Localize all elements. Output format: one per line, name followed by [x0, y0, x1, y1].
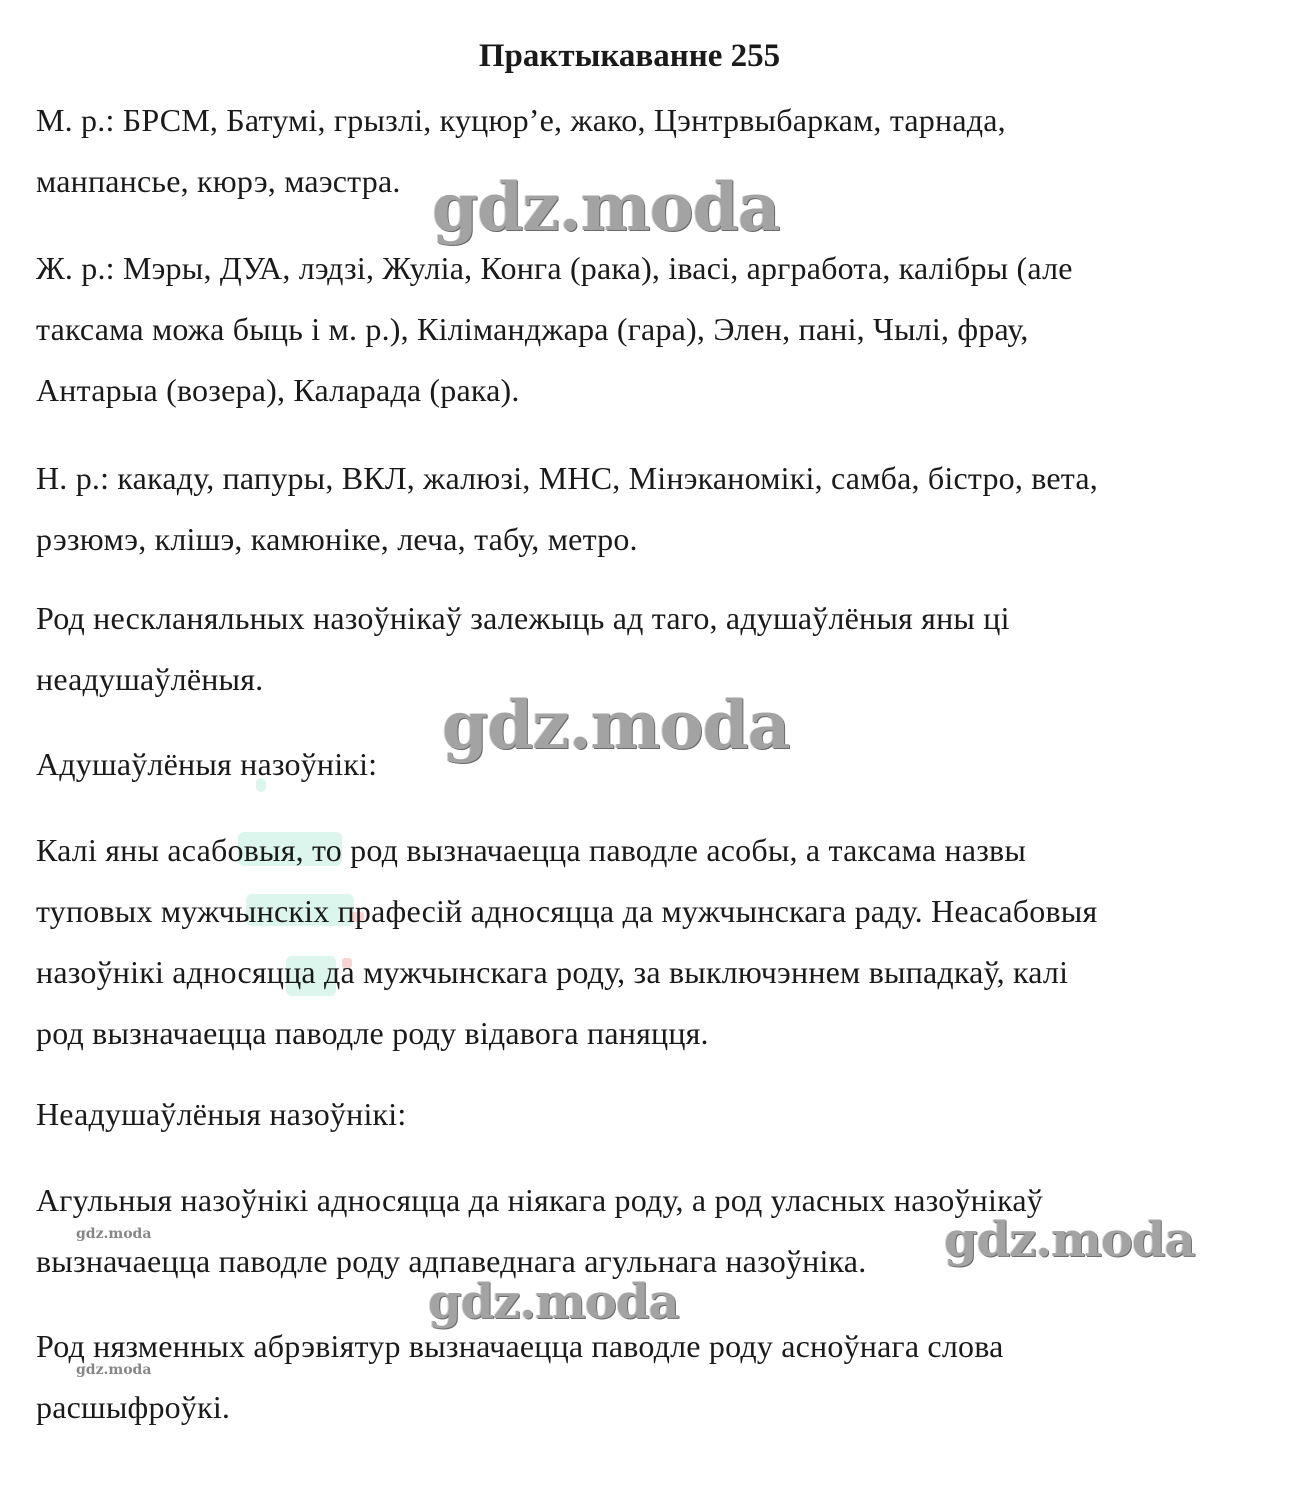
- watermark-logo: gdz.moda: [944, 1212, 1195, 1268]
- paragraph-masculine: М. р.: БРСМ, Батумі, грызлі, куцюр’е, жако, Цэнтрвыбаркам, тарнада, манпансье, кюрэ, маэстра.: [36, 102, 1006, 199]
- paragraph-neuter: Н. р.: какаду, папуры, ВКЛ, жалюзі, МНС, Мінэканомікі, самба, бістро, вета, рэзюмэ, клішэ, камюніке, леча, табу, метро.: [36, 460, 1098, 557]
- heading-animate-nouns: Адушаўлёныя назоўнікі:: [36, 746, 378, 782]
- watermark-small: gdz.moda: [76, 1226, 152, 1242]
- watermark-logo: gdz.moda: [432, 168, 780, 246]
- paragraph-abbreviation-rule: Род нязменных абрэвіятур вызначаецца паводле роду асноўнага слова расшыфроўкі.: [36, 1328, 1004, 1425]
- heading-inanimate-nouns: Неадушаўлёныя назоўнікі:: [36, 1096, 407, 1132]
- paragraph-feminine: Ж. р.: Мэры, ДУА, лэдзі, Жуліа, Конга (рака), івасі, аргработа, калібры (але таксама можа быць і м. р.), Кіліманджара (гара), Элен, пані, Чылі, фрау, Антарыа (возера), Каларада (рака).: [36, 250, 1073, 408]
- watermark-small: gdz.moda: [76, 1362, 152, 1378]
- page-title: Практыкаванне 255: [478, 38, 781, 75]
- paragraph-inanimate-rule: Агульныя назоўнікі адносяцца да ніякага роду, а род уласных назоўнікаў вызначаецца паводле роду адпаведнага агульнага назоўніка.: [36, 1182, 1043, 1279]
- paragraph-gender-rule: Род нескланяльных назоўнікаў залежыць ад таго, адушаўлёныя яны ці неадушаўлёныя.: [36, 600, 1010, 697]
- paragraph-animate-rule: Калі яны асабовыя, то род вызначаецца паводле асобы, а таксама назвы туповых мужчынскіх прафесій адносяцца да мужчынскага раду. Неасабовыя назоўнікі адносяцца да мужчынскага роду, за выключэннем выпадкаў, калі род вызначаецца паводле роду відавога паняцця.: [36, 832, 1098, 1051]
- watermark-logo: gdz.moda: [428, 1274, 679, 1330]
- watermark-logo: gdz.moda: [442, 686, 790, 764]
